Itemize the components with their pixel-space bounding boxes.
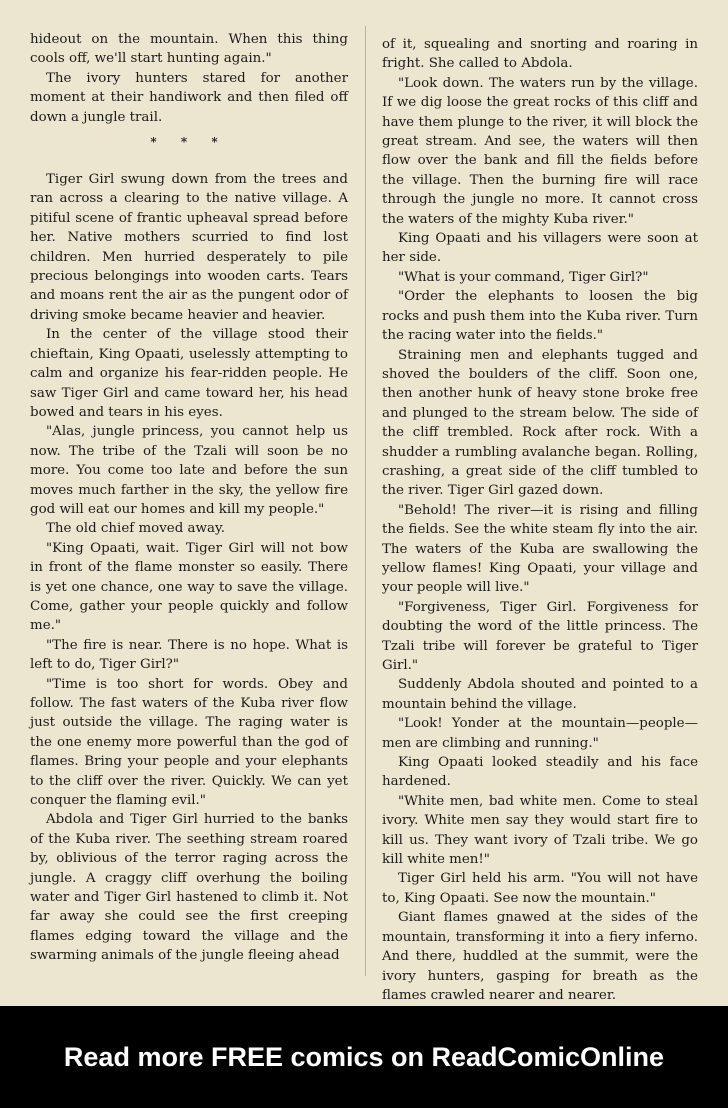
- paragraph: Giant flames gnawed at the sides of the mountain, transforming it into a fiery inferno. And there, huddled at the summit, were the ivory hunters, gasping for breath as the flames crawled nearer and nearer.: [382, 910, 698, 1003]
- paragraph: "What is your command, Tiger Girl?": [398, 269, 649, 285]
- section-gap: [30, 160, 348, 170]
- paragraph: Suddenly Abdola shouted and pointed to a mountain behind the village.: [382, 677, 698, 712]
- paragraph: Straining men and elephants tugged and shoved the boulders of the cliff. Soon one, then another hunk of heavy stone broke free and plunged to the stream below. The side of the cliff trembled. Rock after rock. With a shudder a rumbling avalanche began. Rolling, crashing, a great side of the cliff tumbled to the river. Tiger Girl gazed down.: [382, 347, 698, 499]
- paragraph: "Order the elephants to loosen the big rocks and push them into the Kuba river. Turn the racing water into the fields.": [382, 289, 698, 344]
- paragraph: The old chief moved away.: [46, 521, 226, 537]
- paragraph: The ivory hunters stared for another moment at their handiwork and then filed off down a jungle trail.: [30, 70, 348, 125]
- paragraph: In the center of the village stood their chieftain, King Opaati, uselessly attempting to calm and organize his fear-ridden people. He saw Tiger Girl and came toward her, his head bowed and tears in his eyes.: [30, 327, 348, 420]
- column-divider: [365, 26, 366, 976]
- promo-banner[interactable]: Read more FREE comics on ReadComicOnline: [0, 1006, 728, 1108]
- paragraph: Abdola and Tiger Girl hurried to the banks of the Kuba river. The seething stream roared by, oblivious of the terror raging across the jungle. A craggy cliff overhung the boiling water and Tiger Girl hastened to climb it. Not far away she could see the first creeping flames edging toward the village and the swarming animals of the jungle fleeing ahead: [30, 812, 348, 964]
- paragraph: "Forgiveness, Tiger Girl. Forgiveness for doubting the word of the little princess. The Tzali tribe will forever be grateful to Tiger Girl.": [382, 599, 698, 673]
- paragraph: of it, squealing and snorting and roaring in fright. She called to Abdola.: [382, 37, 698, 72]
- paragraph: hideout on the mountain. When this thing cools off, we'll start hunting again.": [30, 32, 348, 67]
- paragraph: "White men, bad white men. Come to steal ivory. White men say they would start fire to kill us. They want ivory of Tzali tribe. We go kill white men!": [382, 793, 698, 868]
- right-text-column: [382, 35, 698, 1005]
- paragraph: "Look! Yonder at the mountain—people—men are climbing and running.": [382, 716, 698, 751]
- paragraph: "Behold! The river—it is rising and filling the fields. See the white steam fly into the air. The waters of the Kuba are swallowing the yellow flames! King Opaati, your village and your people will live.": [382, 502, 698, 596]
- paragraph: "Time is too short for words. Obey and follow. The fast waters of the Kuba river flow just outside the village. The raging water is the one enemy more powerful than the god of flames. Bring your people and your elephants to the cliff over the river. Quickly. We can yet conquer the flaming evil.": [30, 676, 348, 809]
- paragraph: King Opaati looked steadily and his face hardened.: [382, 755, 698, 790]
- paragraph: King Opaati and his villagers were soon at her side.: [382, 231, 698, 266]
- paragraph: "The fire is near. There is no hope. What is left to do, Tiger Girl?": [30, 637, 348, 673]
- paragraph: "Look down. The waters run by the village. If we dig loose the great rocks of this cliff and have them plunge to the river, it will block the great stream. And see, the waters will then flow over the bank and fill the fields before the village. Then the burning fire will race through the jungle no more. It cannot cross the waters of the mighty Kuba river.": [382, 75, 698, 227]
- paragraph: "King Opaati, wait. Tiger Girl will not bow in front of the flame monster so easily. There is yet one chance, one way to save the village. Come, gather your people quickly and follow me.": [30, 540, 348, 634]
- paragraph: Tiger Girl held his arm. "You will not have to, King Opaati. See now the mountain.": [382, 871, 698, 906]
- section-separator: * * *: [150, 135, 228, 150]
- paragraph: Tiger Girl swung down from the trees and ran across a clearing to the native village. A pitiful scene of frantic upheaval spread before her. Native mothers scurried to find lost children. Men hurried desperately to pile precious belongings into wooden carts. Tears and moans rent the air as the pungent odor of driving smoke became heavier and heavier.: [30, 172, 348, 323]
- paragraph: "Alas, jungle princess, you cannot help us now. The tribe of the Tzali will soon be no more. You come too late and before the sun moves much farther in the sky, the yellow fire god will eat our homes and kill my people.": [30, 424, 348, 517]
- left-text-column: [30, 30, 348, 966]
